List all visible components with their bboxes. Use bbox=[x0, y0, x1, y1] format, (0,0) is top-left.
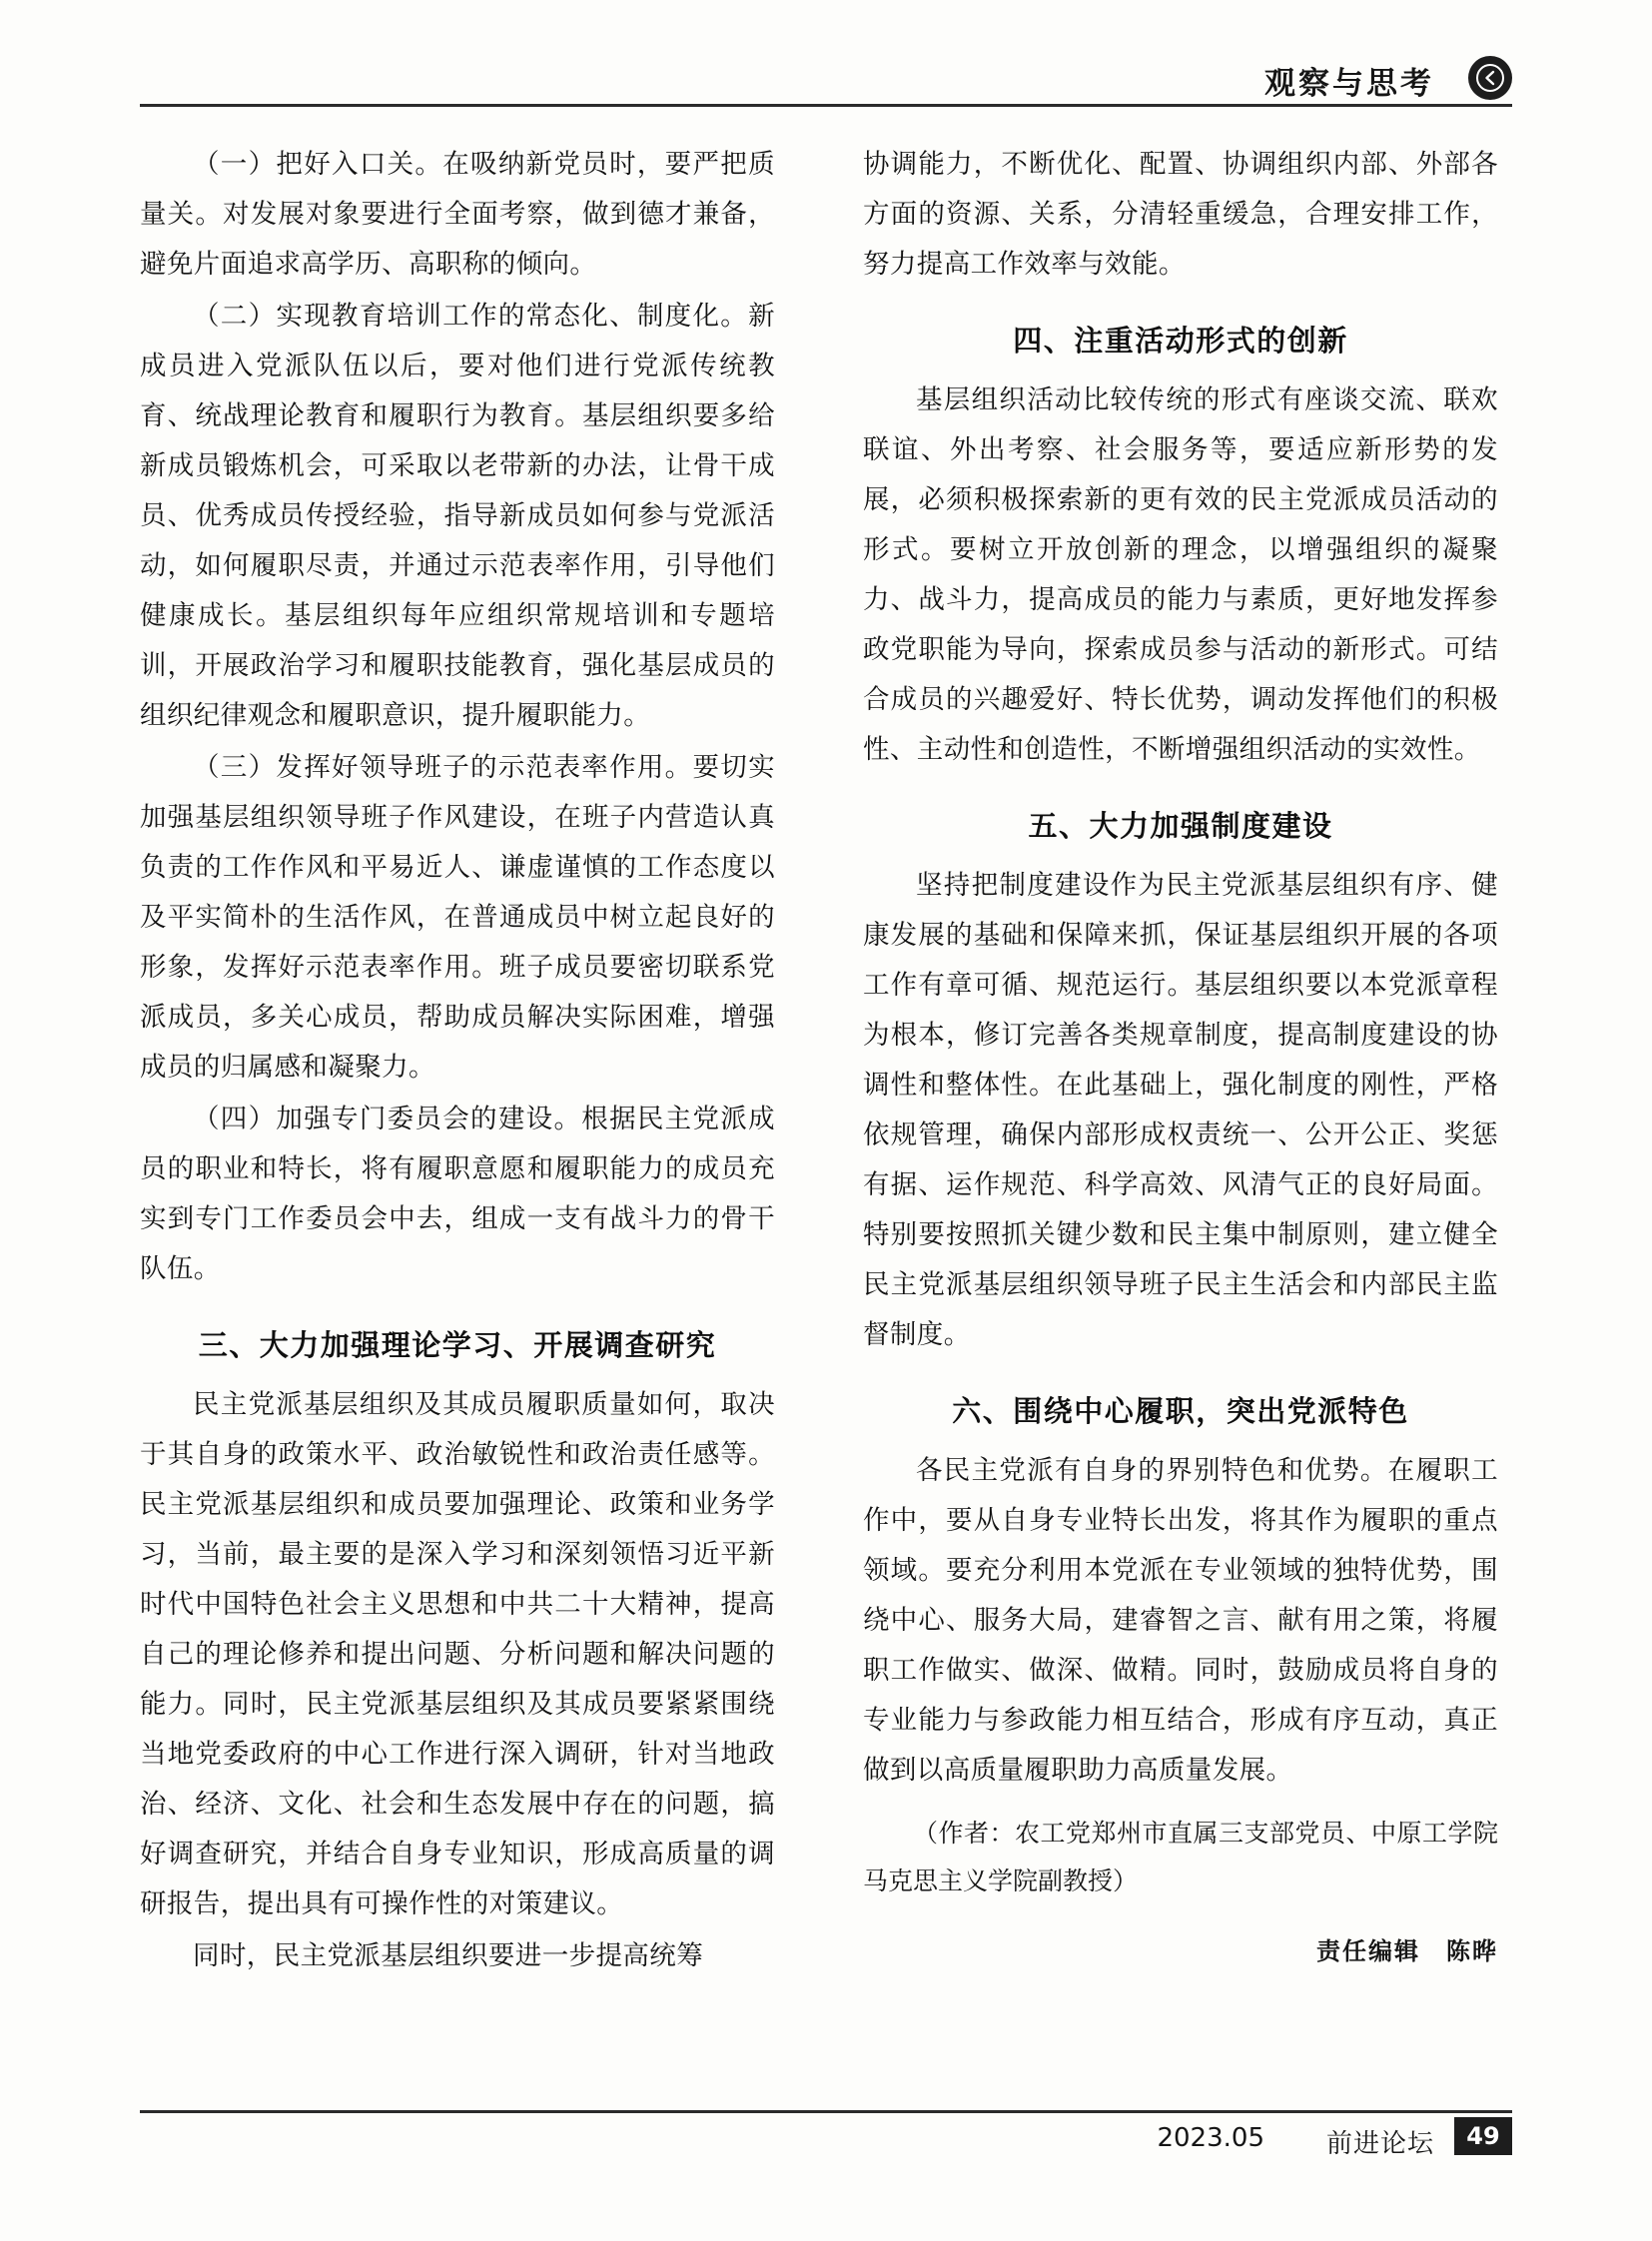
header-title: 观察与思考 bbox=[1264, 66, 1434, 102]
right-column bbox=[863, 140, 1498, 1971]
paragraph: 同时，民主党派基层组织要进一步提高统筹 bbox=[193, 1940, 704, 1971]
paragraph: 坚持把制度建设作为民主党派基层组织有序、健康发展的基础和保障来抓，保证基层组织开展的各项工作有章可循、规范运行。基层组织要以本党派章程为根本，修订完善各类规章制度，提高制度建设的协调性和整体性。在此基础上，强化制度的刚性，严格依规管理，确保内部形成权责统一、公开公正、奖惩有据、运作规范、科学高效、风清气正的良好局面。特别要按照抓关键少数和民主集中制原则，建立健全民主党派基层组织领导班子民主生活会和内部民主监督制度。 bbox=[863, 870, 1498, 1350]
page-footer bbox=[140, 2119, 1512, 2163]
footer-journal-name: 前进论坛 bbox=[1325, 2129, 1434, 2159]
header-divider bbox=[140, 104, 1512, 107]
editor-line: 责任编辑 陈晔 bbox=[1316, 1936, 1498, 1965]
paragraph: （一）把好入口关。在吸纳新党员时，要严把质量关。对发展对象要进行全面考察，做到德才兼备，避免片面追求高学历、高职称的倾向。 bbox=[140, 149, 775, 280]
section-heading-four: 四、注重活动形式的创新 bbox=[1013, 324, 1348, 358]
footer-date: 2023.05 bbox=[1157, 2123, 1264, 2153]
section-heading-five: 五、大力加强制度建设 bbox=[1028, 809, 1333, 843]
paragraph: 基层组织活动比较传统的形式有座谈交流、联欢联谊、外出考察、社会服务等，要适应新形势的发展，必须积极探索新的更有效的民主党派成员活动的形式。要树立开放创新的理念，以增强组织的凝聚力、战斗力，提高成员的能力与素质，更好地发挥参政党职能为导向，探索成员参与活动的新形式。可结合成员的兴趣爱好、特长优势，调动发挥他们的积极性、主动性和创造性，不断增强组织活动的实效性。 bbox=[863, 384, 1498, 765]
paragraph: （二）实现教育培训工作的常态化、制度化。新成员进入党派队伍以后，要对他们进行党派传统教育、统战理论教育和履职行为教育。基层组织要多给新成员锻炼机会，可采取以老带新的办法，让骨干成员、优秀成员传授经验，指导新成员如何参与党派活动，如何履职尽责，并通过示范表率作用，引导他们健康成长。基层组织每年应组织常规培训和专题培训，开展政治学习和履职技能教育，强化基层成员的组织纪律观念和履职意识，提升履职能力。 bbox=[140, 301, 775, 731]
paragraph: （三）发挥好领导班子的示范表率作用。要切实加强基层组织领导班子作风建设，在班子内营造认真负责的工作作风和平易近人、谦虚谨慎的工作态度以及平实简朴的生活作风，在普通成员中树立起良好的形象，发挥好示范表率作用。班子成员要密切联系党派成员，多关心成员，帮助成员解决实际困难，增强成员的归属感和凝聚力。 bbox=[140, 752, 775, 1083]
left-column bbox=[140, 140, 775, 1983]
paragraph: 民主党派基层组织及其成员履职质量如何，取决于其自身的政策水平、政治敏锐性和政治责任感等。民主党派基层组织和成员要加强理论、政策和业务学习，当前，最主要的是深入学习和深刻领悟习近平新时代中国特色社会主义思想和中共二十大精神，提高自己的理论修养和提出问题、分析问题和解决问题的能力。同时，民主党派基层组织及其成员要紧紧围绕当地党委政府的中心工作进行深入调研，针对当地政治、经济、文化、社会和生态发展中存在的问题，搞好调查研究，并结合自身专业知识，形成高质量的调研报告，提出具有可操作性的对策建议。 bbox=[140, 1389, 775, 1919]
section-heading-six: 六、围绕中心履职，突出党派特色 bbox=[952, 1394, 1409, 1428]
page-number: 49 bbox=[1454, 2117, 1512, 2155]
article-columns bbox=[140, 140, 1512, 2071]
author-note: （作者：农工党郑州市直属三支部党员、中原工学院马克思主义学院副教授） bbox=[863, 1819, 1498, 1895]
paragraph-continued: 协调能力，不断优化、配置、协调组织内部、外部各方面的资源、关系，分清轻重缓急，合理安排工作，努力提高工作效率与效能。 bbox=[863, 149, 1498, 280]
footer-divider bbox=[140, 2110, 1512, 2113]
paragraph: （四）加强专门委员会的建设。根据民主党派成员的职业和特长，将有履职意愿和履职能力的成员充实到专门工作委员会中去，组成一支有战斗力的骨干队伍。 bbox=[140, 1104, 775, 1284]
paragraph: 各民主党派有自身的界别特色和优势。在履职工作中，要从自身专业特长出发，将其作为履职的重点领域。要充分利用本党派在专业领域的独特优势，围绕中心、服务大局，建睿智之言、献有用之策，将履职工作做实、做深、做精。同时，鼓励成员将自身的专业能力与参政能力相互结合，形成有序互动，真正做到以高质量履职助力高质量发展。 bbox=[863, 1455, 1498, 1786]
circle-arrow-left-icon bbox=[1468, 56, 1512, 100]
section-heading-three: 三、大力加强理论学习、开展调查研究 bbox=[198, 1328, 717, 1362]
